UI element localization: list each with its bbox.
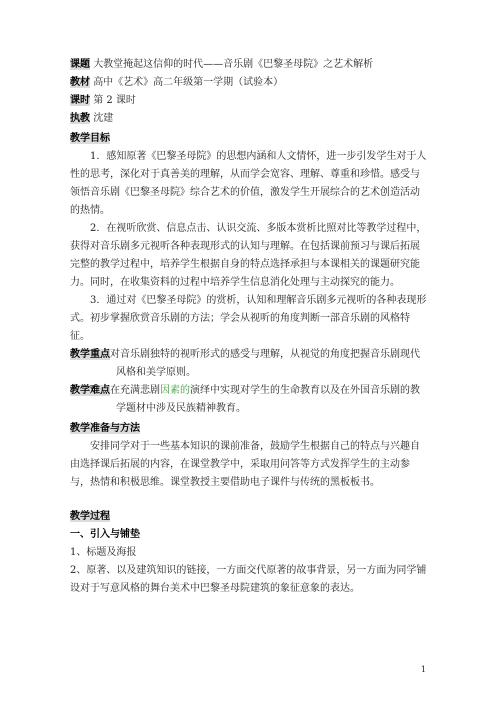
period-value: 第 2 课时: [93, 95, 136, 106]
period-label: 课时: [70, 95, 90, 106]
course-label: 课题: [70, 59, 90, 70]
difficulty-label: 教学难点: [70, 385, 110, 396]
page-number: 1: [420, 665, 426, 674]
process-section-1: 一、引入与铺垫: [70, 529, 140, 540]
key-point-label: 教学重点: [70, 349, 110, 360]
difficulty: [70, 382, 428, 418]
course-line: [70, 56, 428, 74]
prep-text: 安排同学对于一些基本知识的课前准备，鼓励学生根据自己的特点与兴趣自由选择课后拓展的内容，在课堂教学中，采取用问答等方式发挥学生的主动参与，热情和积极思维。课堂教授主要借助电子课件与传统的黑板板书。: [70, 441, 420, 488]
teacher-label: 执教: [70, 113, 90, 124]
goal-item-3: 3．通过对《巴黎圣母院》的赏析，认知和理解音乐剧多元视听的各种表现形式。初步掌握欣赏音乐剧的方法；学会从视听的角度判断一部音乐剧的风格特征。: [70, 295, 427, 342]
period-line: [70, 92, 428, 110]
teacher-line: [70, 110, 428, 128]
process-item-2: 2、原著、以及建筑知识的链接，一方面交代原著的故事背景，另一方面为同学铺设对于写意风格的舞台美术中巴黎圣母院建筑的象征意象的表达。: [70, 565, 427, 594]
goal-item-2: 2．在视听欣赏、信息点击、认识交流、多版本赏析比照对比等教学过程中，获得对音乐剧多元视听各种表现形式的认知与理解。在包括课前预习与课后拓展完整的教学过程中，培养学生根据自身的特点选择承担与本课相关的课题研究能力。同时，在收集资料的过程中培养学生信息消化处理与主动探究的能力。: [70, 223, 427, 288]
prep-heading: 教学准备与方法: [70, 423, 140, 434]
course-value: 大教堂掩起这信仰的时代——音乐剧《巴黎圣母院》之艺术解析: [93, 59, 374, 70]
goal-item-1: 1．感知原著《巴黎圣母院》的思想内涵和人文情怀，进一步引发学生对于人性的思考，深化对于真善美的理解，从而学会宽容、理解、尊重和珍惜。感受与领悟音乐剧《巴黎圣母院》综合艺术的价值，激发学生开展综合的艺术创造活动的热情。: [70, 151, 427, 216]
difficulty-text-green: 因素的: [160, 385, 190, 396]
difficulty-text-after: 演绎中实现对学生的生命教育以及在外国音乐剧的教学题材中涉及民族精神教育。: [116, 385, 420, 414]
textbook-line: [70, 74, 428, 92]
process-item-1: 1、标题及海报: [70, 547, 137, 558]
difficulty-text-before: 在充满悲剧: [110, 385, 160, 396]
key-point-text: 对音乐剧独特的视听形式的感受与理解，从视觉的角度把握音乐剧现代风格和美学原则。: [110, 349, 420, 378]
textbook-value: 高中《艺术》高二年级第一学期（试验本）: [93, 77, 284, 88]
goals-heading: 教学目标: [70, 133, 110, 144]
process-heading: 教学过程: [70, 511, 110, 522]
teacher-value: 沈建: [93, 113, 114, 124]
key-point: [70, 346, 428, 382]
document-body: [70, 56, 428, 598]
textbook-label: 教材: [70, 77, 90, 88]
